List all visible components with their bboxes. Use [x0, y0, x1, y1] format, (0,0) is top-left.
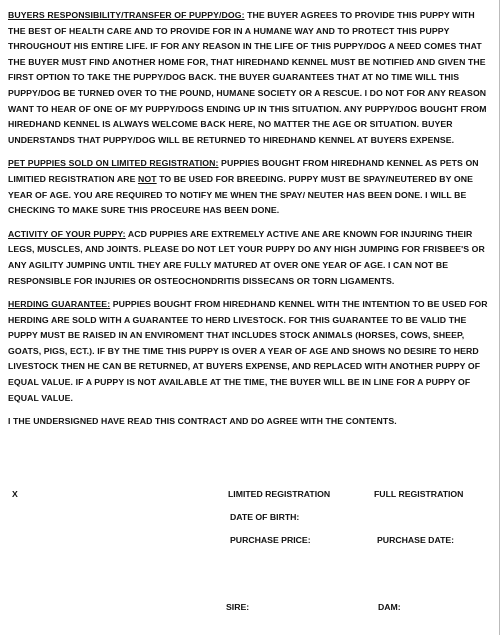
buyers-responsibility-section — [8, 8, 492, 148]
activity-section — [8, 227, 492, 289]
buyers-responsibility-text: THE BUYER AGREES TO PROVIDE THIS PUPPY WITH THE BEST OF HEALTH CARE AND TO PROVIDE FOR IN A HUMANE WAY AND TO PROTECT THIS PUPPY THROUGHOUT HIS ENTIRE LIFE. IF FOR ANY REASON IN THE LIFE OF THIS PUPPY/DOG A NEED COMES THAT THE BUYER MUST FIND ANOTHER HOME FOR, THAT HIREDHAND KENNEL MUST BE NOTIFIED AND GIVEN THE FIRST OPTION TO TAKE THE PUPPY/DOG BACK. THE BUYER GUARANTEES THAT AT NO TIME WILL THIS PUPPY/DOG BE TURNED OVER TO THE POUND, HUMANE SOCIETY OR A RESCUE. I DO NOT FOR ANY REASON WANT TO HEAR OF ONE OF MY PUPPY/DOGS ENDING UP IN THIS SITUATION. ANY PUPPY/DOG BOUGHT FROM HIREDHAND KENNEL IS ALWAYS WELCOME BACK HERE, NO MATTER THE AGE OR SITUATION. BUYER UNDERSTANDS THAT PUPPY/DOG WILL BE RETURNED TO HIREDHAND KENNEL AT BUYERS EXPENSE. — [8, 10, 487, 145]
limited-registration-option[interactable]: LIMITED REGISTRATION — [228, 489, 331, 499]
date-of-birth-label: DATE OF BIRTH: — [230, 512, 300, 522]
full-registration-option[interactable]: FULL REGISTRATION — [374, 489, 464, 499]
activity-text: ACD PUPPIES ARE EXTREMELY ACTIVE ANE ARE KNOWN FOR INJURING THEIR LEGS, MUSCLES, AND JOINTS. PLEASE DO NOT LET YOUR PUPPY DO ANY HIGH JUMPING FOR FRISBEE'S OR ANY AGILITY JUMPING UNTIL THEY ARE FULLY MATURED AT OVER ONE YEAR OF AGE. I CAN NOT BE RESPONSIBLE FOR INJURIES OR OSTEOCHONDRITIS DISSECANS OR TORN LIGAMENTS. — [8, 228, 485, 286]
contract-body — [8, 8, 492, 438]
herding-heading: HERDING GUARANTEE: — [8, 299, 111, 310]
herding-section — [8, 297, 492, 406]
pet-puppies-section — [8, 156, 492, 218]
purchase-date-label: PURCHASE DATE: — [377, 535, 455, 545]
pet-puppies-text-before: PUPPIES BOUGHT FROM HIREDHAND KENNEL AS PETS ON LIMITIED REGISTRATION ARE — [8, 158, 479, 184]
sire-label: SIRE: — [226, 602, 250, 612]
agreement-statement: I THE UNDERSIGNED HAVE READ THIS CONTRACT AND DO AGREE WITH THE CONTENTS. — [8, 416, 397, 427]
purchase-price-label: PURCHASE PRICE: — [230, 535, 311, 545]
herding-text: PUPPIES BOUGHT FROM HIREDHAND KENNEL WITH THE INTENTION TO BE USED FOR HERDING ARE SOLD WITH A GUARANTEE TO HERD LIVESTOCK. FOR THIS GUARANTEE TO BE VALID THE PUPPY MUST BE RAISED IN AN ENVIROMENT THAT INCLUDES STOCK ANIMALS (HORSES, COWS, SHEEP, GOATS, PIGS, ECT.). IF BY THE TIME THIS PUPPY IS OVER A YEAR OF AGE AND SHOWS NO DESIRE TO HERD LIVESTOCK THEN HE CAN BE RETURNED, AT BUYERS EXPENSE, AND REPLACED WITH ANOTHER PUPPY OF EQUAL VALUE. IF A PUPPY IS NOT AVAILABLE AT THE TIME, THE BUYER WILL BE IN LINE FOR A PUPPY OF EQUAL VALUE. — [8, 299, 488, 403]
pet-puppies-heading: PET PUPPIES SOLD ON LIMITED REGISTRATION: — [8, 158, 219, 169]
signature-line[interactable]: X — [12, 489, 18, 499]
pet-puppies-emphasis: NOT — [138, 173, 157, 184]
activity-heading: ACTIVITY OF YOUR PUPPY: — [8, 228, 126, 239]
dam-label: DAM: — [378, 602, 401, 612]
buyers-responsibility-heading: BUYERS RESPONSIBILITY/TRANSFER OF PUPPY/DOG: — [8, 10, 245, 20]
pet-puppies-text-after: TO BE USED FOR BREEDING. PUPPY MUST BE SPAY/NEUTERED BY ONE YEAR OF AGE. YOU ARE REQUIRED TO NOTIFY ME WHEN THE SPAY/ NEUTER HAS BEEN DONE. I WILL BE CHECKING TO MAKE SURE THIS PROCEURE HAS BEEN DONE. — [8, 173, 474, 216]
